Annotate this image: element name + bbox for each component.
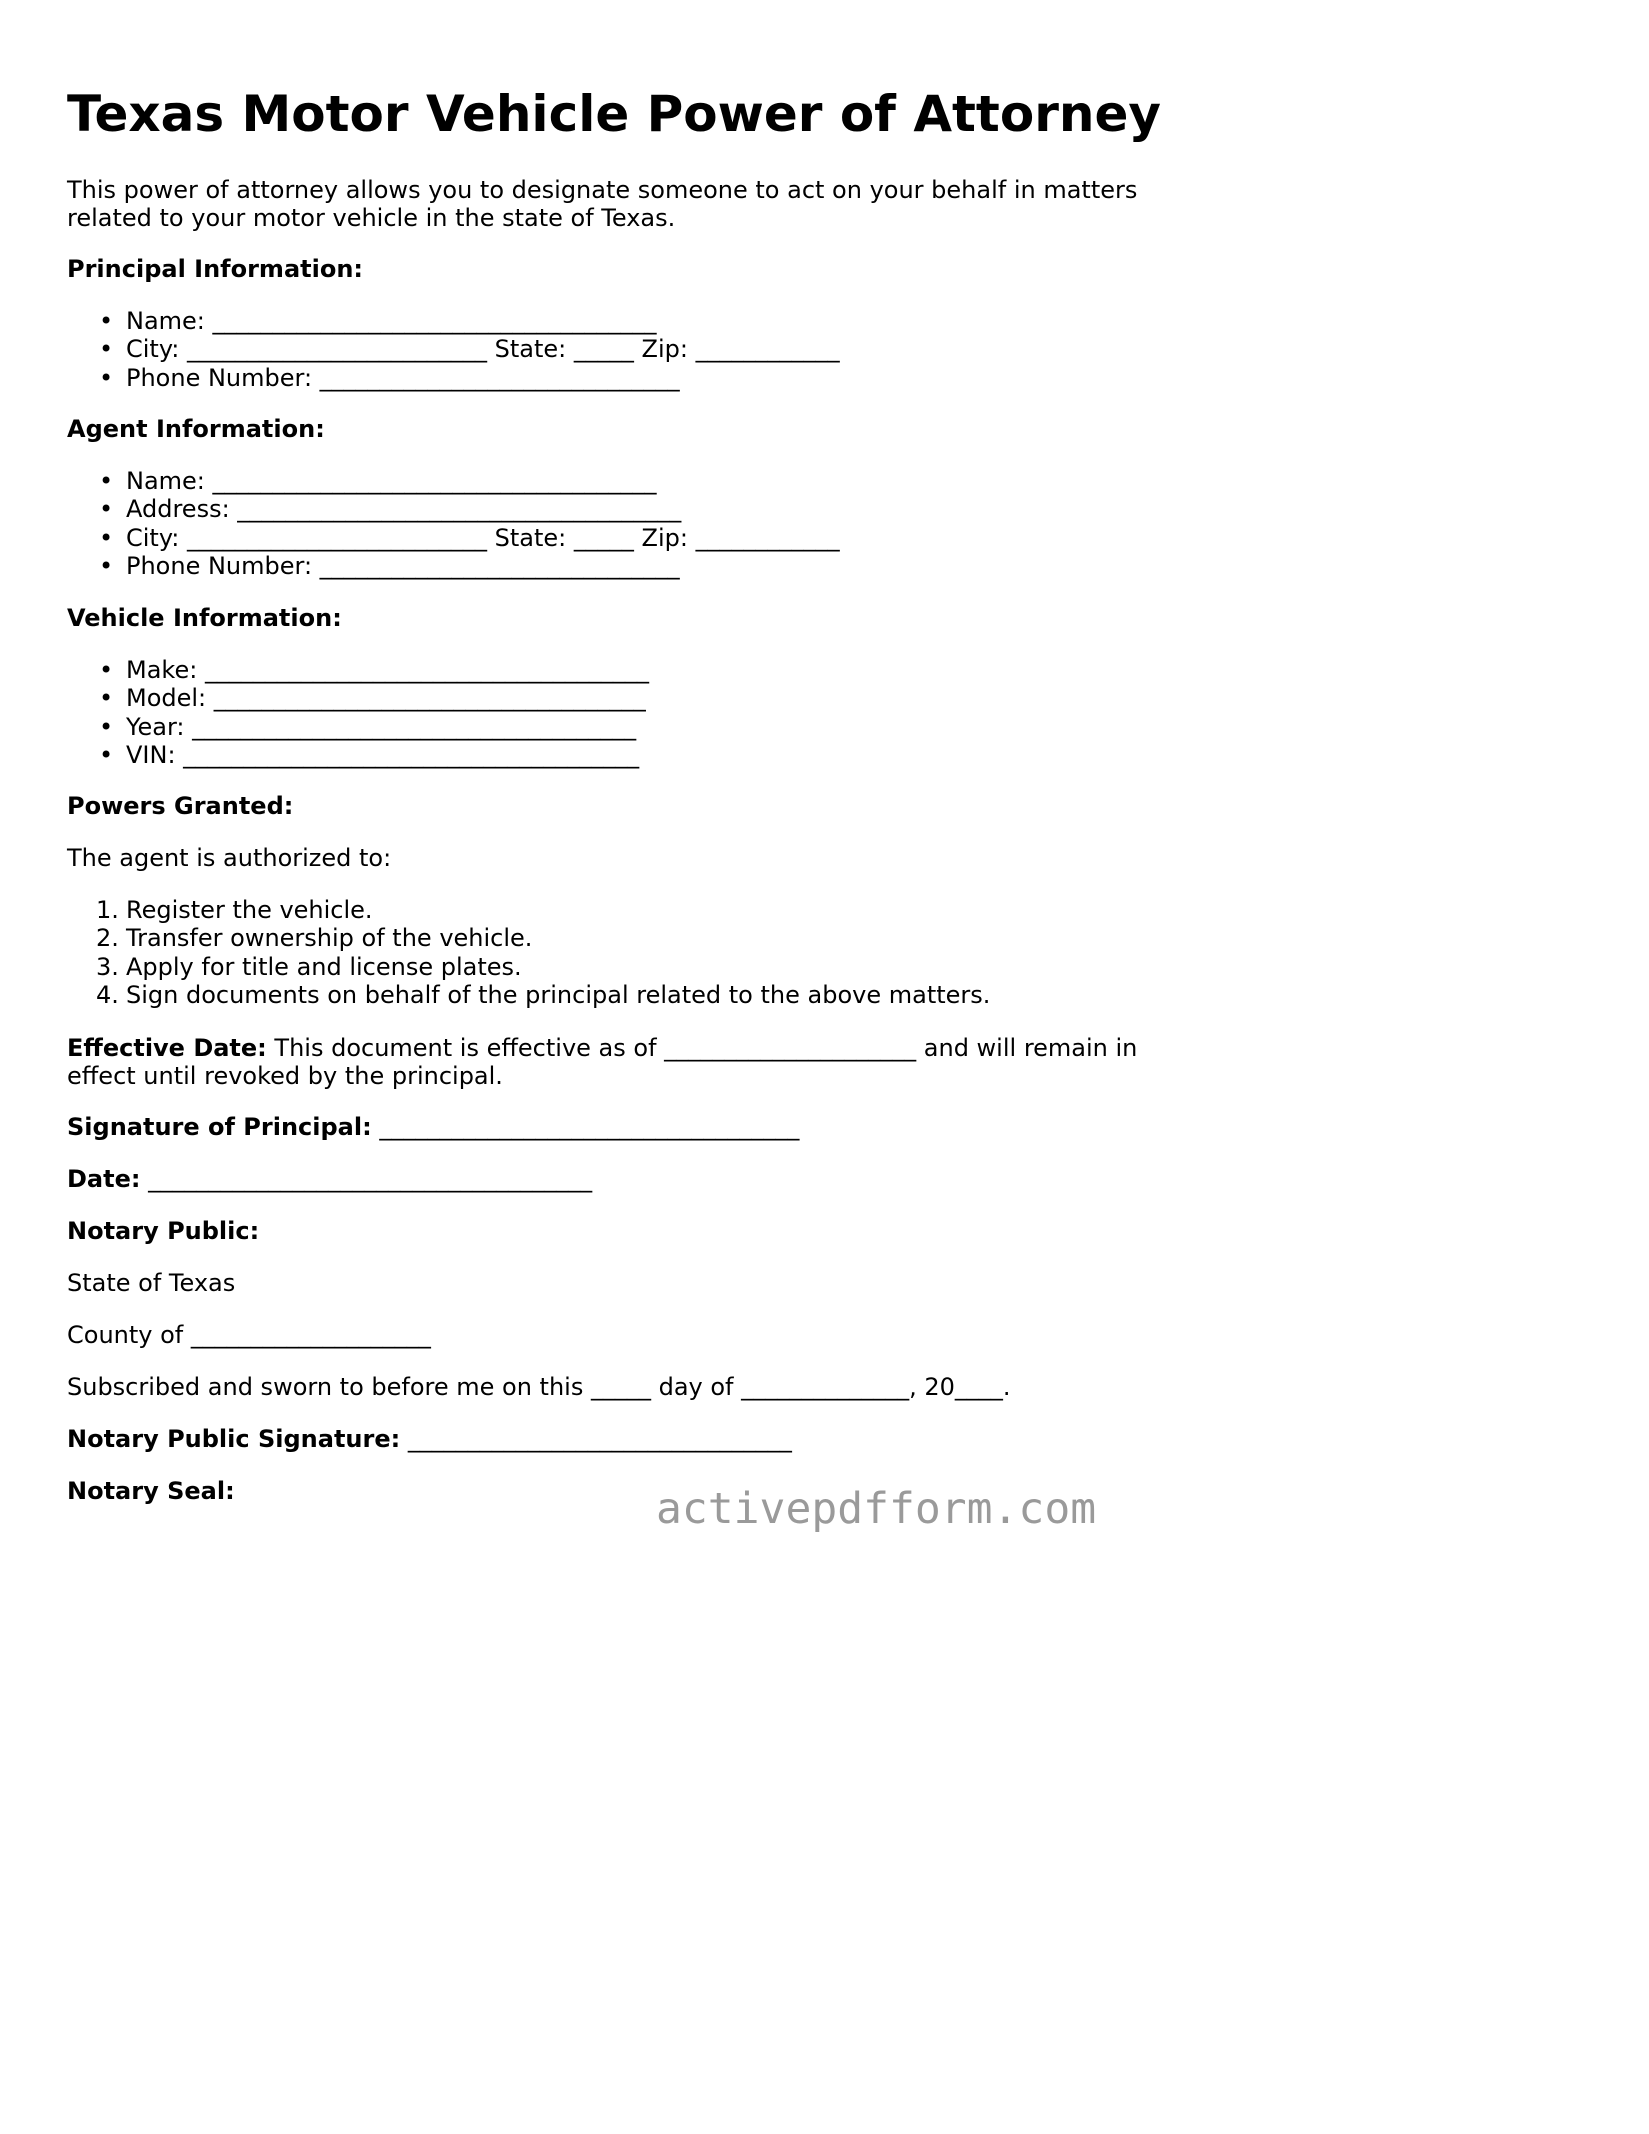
date-label: Date: bbox=[67, 1165, 141, 1193]
intro-paragraph: This power of attorney allows you to designate someone to act on your behalf in matters related to your motor vehicle in the state of Texas. bbox=[67, 176, 1138, 232]
principal-signature-label: Signature of Principal: bbox=[67, 1113, 372, 1141]
vehicle-vin-field[interactable]: • VIN: ______________________________________ bbox=[67, 741, 1167, 769]
agent-name-field[interactable]: • Name: _____________________________________ bbox=[67, 467, 1167, 495]
notary-signature-line[interactable]: Notary Public Signature: ________________________________ bbox=[67, 1425, 792, 1453]
vehicle-fields bbox=[67, 656, 1167, 769]
notary-heading: Notary Public: bbox=[67, 1217, 260, 1245]
power-item: 4. Sign documents on behalf of the principal related to the above matters. bbox=[96, 980, 991, 1009]
powers-intro: The agent is authorized to: bbox=[67, 844, 392, 872]
agent-heading: Agent Information: bbox=[67, 415, 325, 443]
power-item: 3. Apply for title and license plates. bbox=[96, 952, 522, 981]
principal-heading: Principal Information: bbox=[67, 255, 364, 283]
document-title: Texas Motor Vehicle Power of Attorney bbox=[67, 85, 1161, 143]
powers-heading: Powers Granted: bbox=[67, 792, 294, 820]
notary-seal-label: Notary Seal: bbox=[67, 1477, 235, 1505]
effective-date-paragraph[interactable] bbox=[67, 1034, 1167, 1090]
principal-phone-field[interactable]: • Phone Number: ______________________________ bbox=[67, 364, 1167, 392]
watermark: activepdfform.com bbox=[656, 1484, 1097, 1534]
notary-sworn-statement[interactable]: Subscribed and sworn to before me on this _____ day of ______________, 20____. bbox=[67, 1373, 1011, 1401]
vehicle-year-field[interactable]: • Year: _____________________________________ bbox=[67, 713, 1167, 741]
vehicle-model-field[interactable]: • Model: ____________________________________ bbox=[67, 684, 1167, 712]
effective-date-label: Effective Date: bbox=[67, 1034, 267, 1062]
principal-fields bbox=[67, 307, 1167, 392]
effective-date-text: This document is effective as of _____________________ and will remain in effect until revoked by the principal. bbox=[67, 1034, 1138, 1090]
principal-name-field[interactable]: • Name: _____________________________________ bbox=[67, 307, 1167, 335]
principal-city-state-zip-field[interactable]: • City: _________________________ State: _____ Zip: ____________ bbox=[67, 335, 1167, 363]
notary-signature-label: Notary Public Signature: bbox=[67, 1425, 401, 1453]
agent-city-state-zip-field[interactable]: • City: _________________________ State: _____ Zip: ____________ bbox=[67, 524, 1167, 552]
principal-signature-line[interactable]: Signature of Principal: ___________________________________ bbox=[67, 1113, 800, 1141]
vehicle-make-field[interactable]: • Make: _____________________________________ bbox=[67, 656, 1167, 684]
power-item: 1. Register the vehicle. bbox=[96, 896, 373, 924]
power-item: 2. Transfer ownership of the vehicle. bbox=[96, 924, 533, 953]
powers-list bbox=[67, 896, 1167, 1009]
notary-state: State of Texas bbox=[67, 1269, 236, 1297]
vehicle-heading: Vehicle Information: bbox=[67, 604, 342, 632]
date-line[interactable]: Date: _____________________________________ bbox=[67, 1165, 593, 1193]
notary-county-field[interactable]: County of ____________________ bbox=[67, 1321, 431, 1349]
agent-fields bbox=[67, 467, 1167, 580]
agent-phone-field[interactable]: • Phone Number: ______________________________ bbox=[67, 552, 1167, 580]
agent-address-field[interactable]: • Address: _____________________________________ bbox=[67, 495, 1167, 523]
